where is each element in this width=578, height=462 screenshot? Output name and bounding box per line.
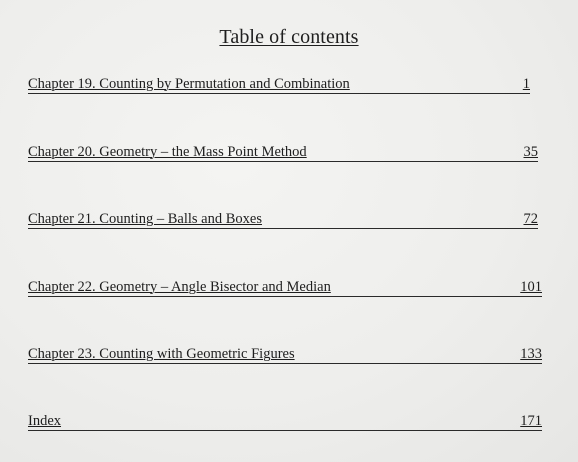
toc-entry-page-number: 101	[520, 279, 542, 295]
toc-entry-page-number: 1	[522, 76, 530, 92]
toc-entry-page-number: 171	[520, 413, 542, 429]
toc-entry-page-number: 133	[520, 346, 542, 362]
toc-entry-label: Index	[28, 413, 62, 429]
toc-entry-label: Chapter 19. Counting by Permutation and Combination	[28, 76, 350, 92]
toc-entry-label: Chapter 22. Geometry – Angle Bisector and Median	[28, 279, 331, 295]
toc-entry-label: Chapter 20. Geometry – the Mass Point Method	[28, 144, 307, 160]
toc-entry-page-number: 72	[523, 211, 538, 227]
toc-entry-chapter-21	[28, 210, 538, 229]
toc-entry-chapter-20	[28, 143, 538, 162]
toc-entry-chapter-22	[28, 278, 542, 297]
toc-entry-label: Chapter 21. Counting – Balls and Boxes	[28, 211, 262, 227]
toc-entry-label: Chapter 23. Counting with Geometric Figures	[28, 346, 295, 362]
page-title: Table of contents	[219, 26, 359, 48]
toc-entry-page-number: 35	[523, 144, 538, 160]
toc-entry-chapter-19	[28, 75, 530, 94]
toc-entry-chapter-23	[28, 345, 542, 364]
toc-entry-index	[28, 412, 542, 431]
